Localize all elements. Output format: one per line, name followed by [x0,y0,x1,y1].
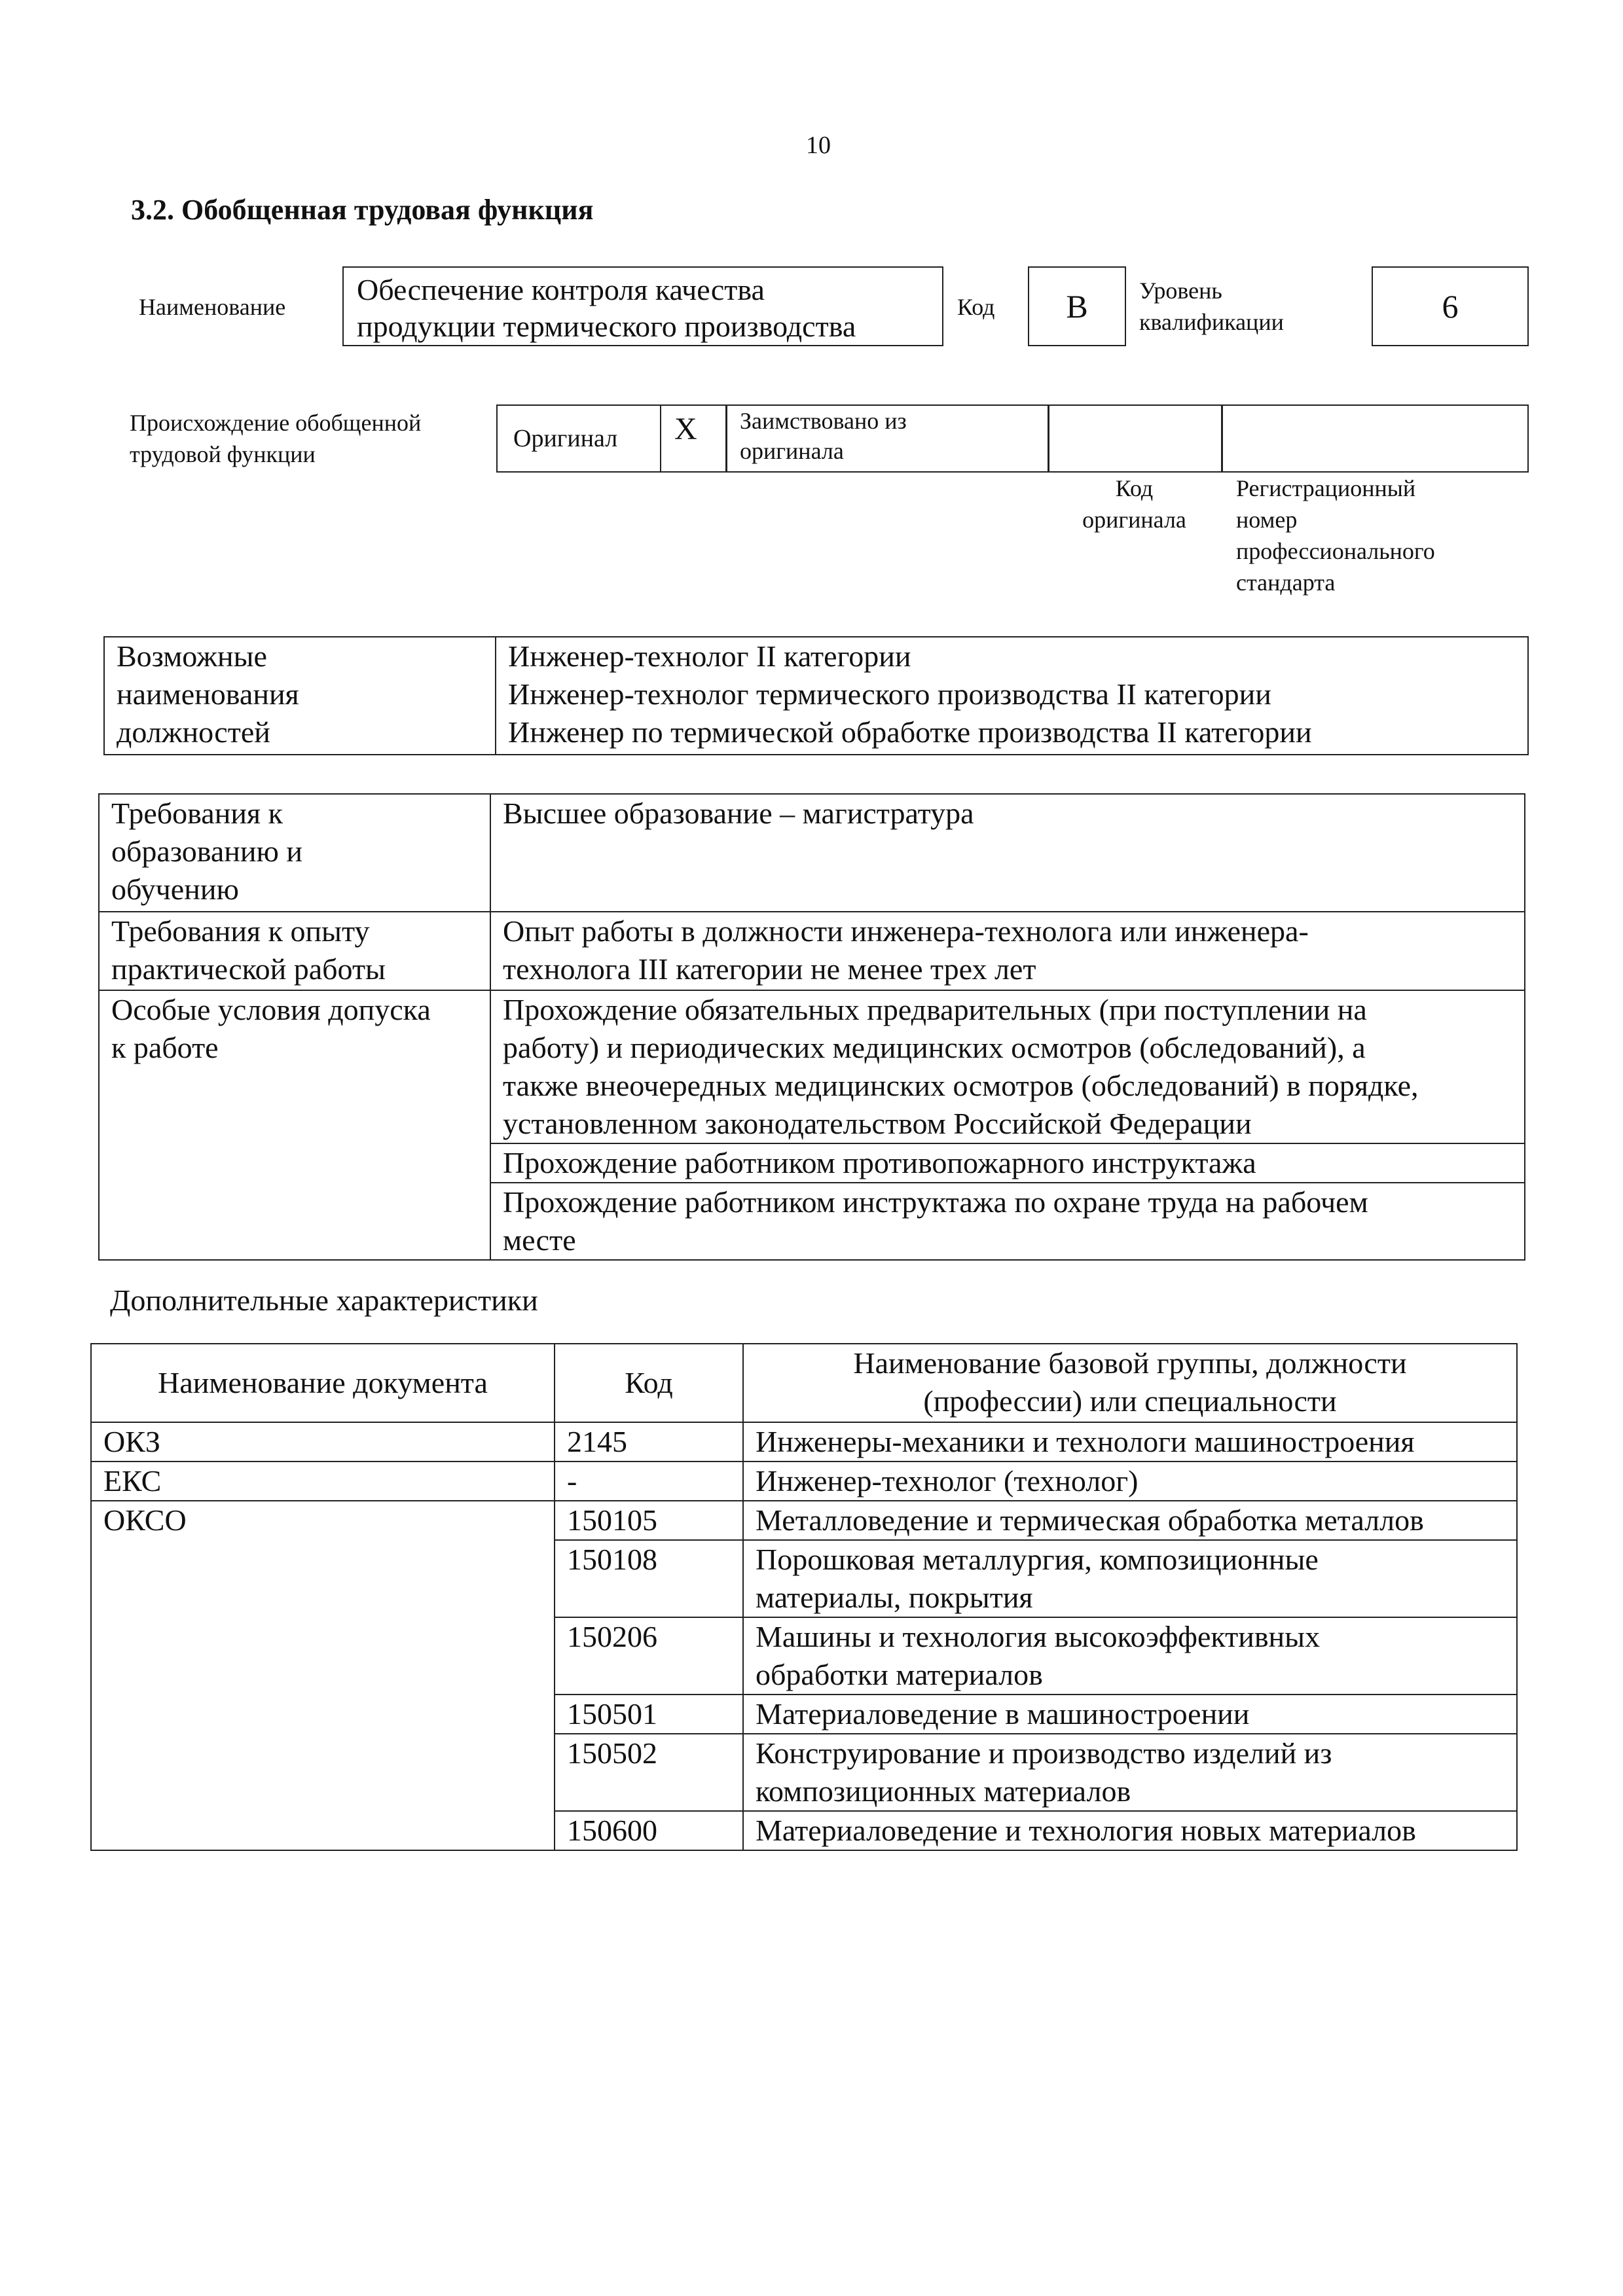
origin-divider [1048,404,1049,473]
label-line: наименования [117,677,299,711]
value-line: Прохождение работником инструктажа по охране труда на рабочем [503,1185,1368,1219]
code-cell: - [555,1462,743,1501]
name-line: материалы, покрытия [756,1581,1033,1614]
position-item: Инженер-технолог II категории [508,639,911,673]
positions-label [104,637,496,755]
caption-line: профессионального [1236,538,1435,564]
origin-divider [725,404,727,473]
caption-line: Регистрационный [1236,475,1416,501]
original-cell [498,406,661,471]
name-cell: Инженеры-механики и технологи машиностроения [743,1422,1517,1462]
origin-grid [496,404,1529,473]
origin-label-line: Происхождение обобщенной [130,410,422,436]
borrowed-label-line: оригинала [740,438,844,464]
code-original-caption [1048,473,1221,535]
label-line: Возможные [117,639,267,673]
level-value: 6 [1442,288,1459,325]
label-line: Требования к опыту [111,914,370,948]
code-cell: 150105 [555,1501,743,1540]
original-label: Оригинал [513,425,618,452]
code-cell: 150206 [555,1617,743,1695]
label-line: к работе [111,1031,219,1064]
special-values [490,990,1525,1260]
header-name [743,1344,1517,1422]
label-line: Требования к [111,797,283,830]
special-item [491,1143,1524,1182]
name-cell [743,1540,1517,1617]
value-line: технолога III категории не менее трех лет [503,952,1036,986]
label-line: Особые условия допуска [111,993,431,1026]
code-cell: 2145 [555,1422,743,1462]
name-cell: Металловедение и термическая обработка металлов [743,1501,1517,1540]
code-cell: 150501 [555,1695,743,1734]
table-row [91,1422,1517,1462]
experience-label [99,912,490,990]
section-title: 3.2. Обобщенная трудовая функция [131,194,594,226]
caption-line: Код [1115,475,1154,501]
caption-line: номер [1236,507,1298,533]
value-line: Прохождение обязательных предварительных (при поступлении на [503,993,1367,1026]
table-row [91,1462,1517,1501]
name-cell: Материаловедение и технология новых материалов [743,1811,1517,1850]
education-label [99,794,490,912]
name-label: Наименование [139,294,286,320]
caption-line: оригинала [1082,507,1186,533]
code-cell: 150108 [555,1540,743,1617]
page-number: 10 [806,132,831,159]
value-line: месте [503,1223,576,1257]
function-name-line: Обеспечение контроля качества [357,273,765,306]
value-line: работу) и периодических медицинских осмотров (обследований), а [503,1031,1366,1064]
position-item: Инженер по термической обработке производства II категории [508,715,1312,749]
name-line: композиционных материалов [756,1774,1131,1808]
origin-label-line: трудовой функции [130,441,316,467]
positions-values [496,637,1528,755]
header-line: (профессии) или специальности [923,1384,1337,1418]
name-line: Конструирование и производство изделий из [756,1736,1332,1770]
level-box [1372,266,1529,346]
doc-cell: ОКСО [91,1501,555,1850]
original-mark: X [674,412,697,446]
code-cell: 150600 [555,1811,743,1850]
label-line: практической работы [111,952,386,986]
label-line: образованию и [111,834,302,868]
code-label: Код [957,294,995,320]
additional-title: Дополнительные характеристики [110,1283,538,1317]
requirements-table [98,793,1525,1261]
doc-cell: ЕКС [91,1462,555,1501]
name-line: Порошковая металлургия, композиционные [756,1543,1319,1576]
header-line: Наименование базовой группы, должности [853,1346,1407,1380]
special-item [491,991,1524,1143]
code-cell: 150502 [555,1734,743,1811]
caption-line: стандарта [1236,569,1336,596]
code-value: B [1066,288,1088,325]
code-box [1028,266,1126,346]
origin-label [130,407,421,470]
name-cell: Инженер-технолог (технолог) [743,1462,1517,1501]
education-value: Высшее образование – магистратура [490,794,1525,912]
additional-table [90,1343,1518,1851]
value-line: также внеочередных медицинских осмотров (обследований) в порядке, [503,1069,1419,1102]
label-line: обучению [111,872,239,906]
name-cell [743,1617,1517,1695]
level-label [1139,275,1284,338]
name-line: обработки материалов [756,1658,1043,1691]
special-item [491,1182,1524,1259]
label-line: должностей [117,715,270,749]
doc-cell: ОКЗ [91,1422,555,1462]
header-code: Код [555,1344,743,1422]
name-cell [743,1734,1517,1811]
level-label-line: квалификации [1139,309,1284,335]
borrowed-label-line: Заимствовано из [740,408,907,434]
value-line: установленном законодательством Российской Федерации [503,1107,1252,1140]
position-item: Инженер-технолог термического производства II категории [508,677,1271,711]
level-label-line: Уровень [1139,278,1222,304]
table-row [91,1501,1517,1540]
borrowed-label [740,406,907,466]
header-doc: Наименование документа [91,1344,555,1422]
value-line: Опыт работы в должности инженера-технолога или инженера- [503,914,1309,948]
special-label [99,990,490,1260]
reg-number-caption [1236,473,1435,598]
positions-table [103,636,1529,755]
experience-value [490,912,1525,990]
value-line: Прохождение работником противопожарного инструктажа [503,1146,1256,1179]
function-name-box [342,266,943,346]
origin-divider [1221,404,1223,473]
name-cell: Материаловедение в машиностроении [743,1695,1517,1734]
name-line: Машины и технология высокоэффективных [756,1620,1321,1653]
function-name-line: продукции термического производства [357,310,856,343]
